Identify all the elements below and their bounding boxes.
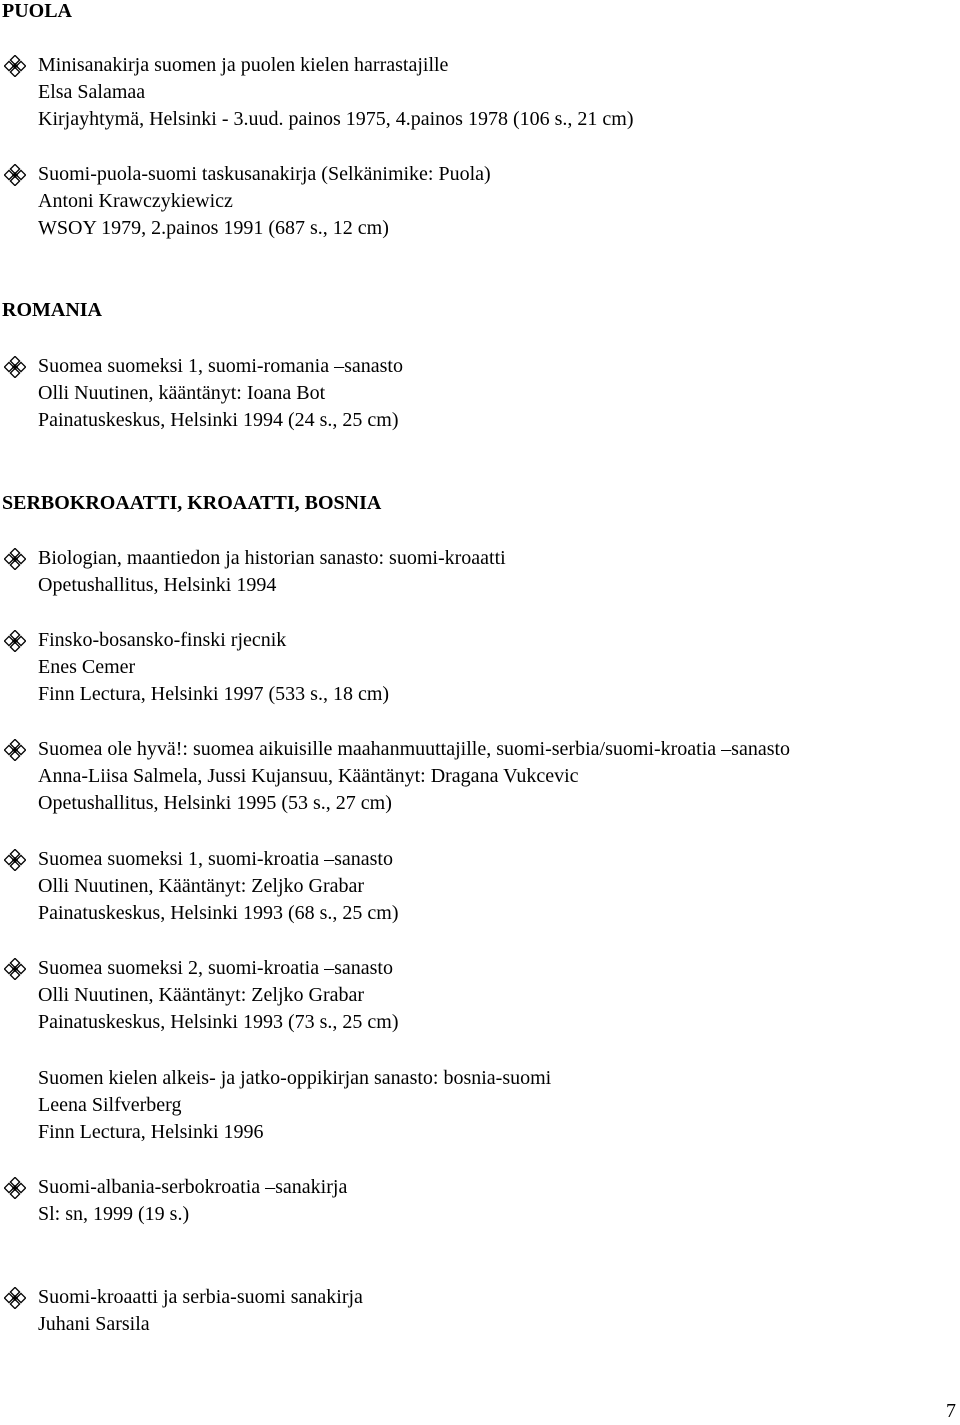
entry-title: Suomen kielen alkeis- ja jatko-oppikirjan sanasto: bosnia-suomi <box>38 1067 552 1089</box>
entry-title: Suomea suomeksi 2, suomi-kroatia –sanasto <box>38 957 393 979</box>
entry-author: Juhani Sarsila <box>38 1313 150 1335</box>
diamond-bullet-icon <box>4 958 26 980</box>
entry-publisher: Painatuskeskus, Helsinki 1993 (68 s., 25 cm) <box>38 902 399 924</box>
entry-author: Olli Nuutinen, kääntänyt: Ioana Bot <box>38 382 326 404</box>
entry-publisher: Finn Lectura, Helsinki 1997 (533 s., 18 cm) <box>38 683 390 705</box>
entry-author: Enes Cemer <box>38 656 136 678</box>
diamond-bullet-icon <box>4 1177 26 1199</box>
entry-title: Suomi-kroaatti ja serbia-suomi sanakirja <box>38 1286 363 1308</box>
entry-author: Olli Nuutinen, Kääntänyt: Zeljko Grabar <box>38 984 365 1006</box>
diamond-bullet-icon <box>4 55 26 77</box>
entry-publisher: Kirjayhtymä, Helsinki - 3.uud. painos 1975, 4.painos 1978 (106 s., 21 cm) <box>38 108 634 130</box>
entry-title: Biologian, maantiedon ja historian sanasto: suomi-kroaatti <box>38 547 506 569</box>
entry-author: Anna-Liisa Salmela, Jussi Kujansuu, Kääntänyt: Dragana Vukcevic <box>38 765 579 787</box>
diamond-bullet-icon <box>4 164 26 186</box>
diamond-bullet-icon <box>4 356 26 378</box>
entry-publisher: WSOY 1979, 2.painos 1991 (687 s., 12 cm) <box>38 217 389 239</box>
entry-title: Finsko-bosansko-finski rjecnik <box>38 629 287 651</box>
diamond-bullet-icon <box>4 849 26 871</box>
entry-title: Suomea ole hyvä!: suomea aikuisille maahanmuuttajille, suomi-serbia/suomi-kroatia –sanasto <box>38 738 791 760</box>
entry-publisher: Finn Lectura, Helsinki 1996 <box>38 1121 264 1143</box>
entry-title: Suomea suomeksi 1, suomi-kroatia –sanasto <box>38 848 393 870</box>
entry-title: Suomi-puola-suomi taskusanakirja (Selkänimike: Puola) <box>38 163 491 185</box>
page-number: 7 <box>946 1400 956 1422</box>
entry-publisher: Painatuskeskus, Helsinki 1994 (24 s., 25 cm) <box>38 409 399 431</box>
entry-author: Leena Silfverberg <box>38 1094 182 1116</box>
section-heading-romania: ROMANIA <box>2 299 102 321</box>
diamond-bullet-icon <box>4 548 26 570</box>
entry-title: Suomi-albania-serbokroatia –sanakirja <box>38 1176 348 1198</box>
section-heading-serbokroaatti: SERBOKROAATTI, KROAATTI, BOSNIA <box>2 492 382 514</box>
entry-author: Elsa Salamaa <box>38 81 146 103</box>
entry-publisher: Painatuskeskus, Helsinki 1993 (73 s., 25 cm) <box>38 1011 399 1033</box>
diamond-bullet-icon <box>4 739 26 761</box>
entry-publisher: Opetushallitus, Helsinki 1994 <box>38 574 277 596</box>
diamond-bullet-icon <box>4 1287 26 1309</box>
entry-title: Minisanakirja suomen ja puolen kielen harrastajille <box>38 54 449 76</box>
section-heading-puola: PUOLA <box>2 0 72 22</box>
entry-publisher: Sl: sn, 1999 (19 s.) <box>38 1203 190 1225</box>
entry-author: Olli Nuutinen, Kääntänyt: Zeljko Grabar <box>38 875 365 897</box>
entry-publisher: Opetushallitus, Helsinki 1995 (53 s., 27 cm) <box>38 792 392 814</box>
entry-title: Suomea suomeksi 1, suomi-romania –sanasto <box>38 355 403 377</box>
diamond-bullet-icon <box>4 630 26 652</box>
entry-author: Antoni Krawczykiewicz <box>38 190 233 212</box>
